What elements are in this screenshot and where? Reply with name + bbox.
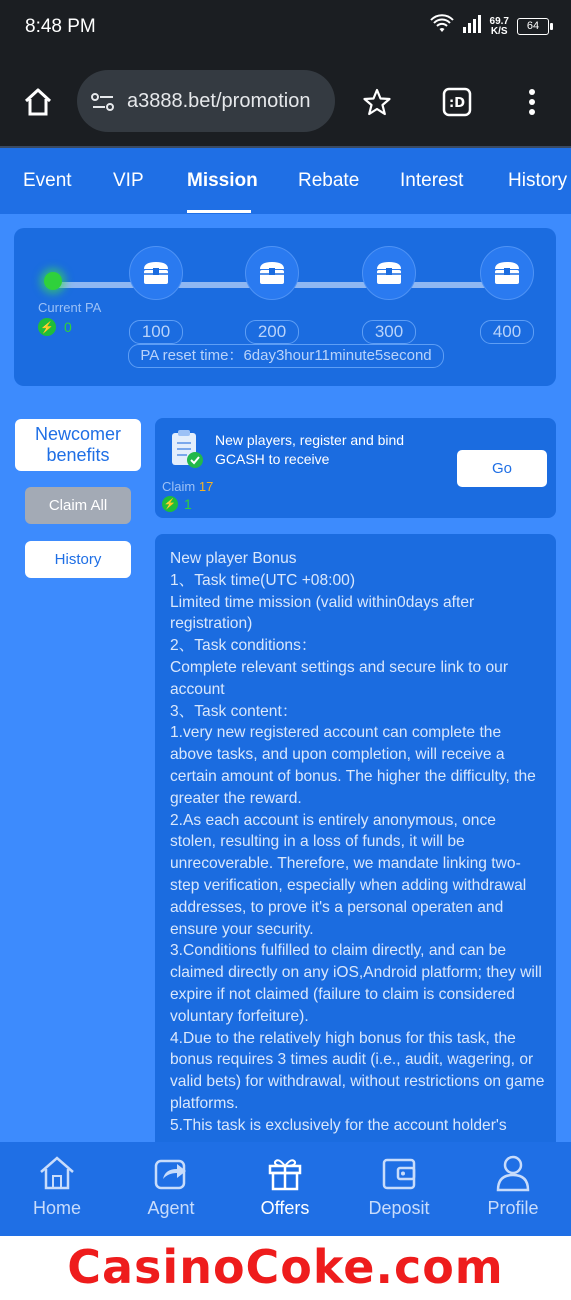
svg-text::D: :D — [449, 96, 465, 111]
description-line: 2.As each account is entirely anonymous, once stolen, resulting in a loss of funds, it will be unrecoverable. Therefore, we mandate linking two-step verification, especially when adding withdrawal addresses, to prove it's a personal operaten and ensure your security. — [170, 811, 527, 938]
claim-all-button[interactable]: Claim All — [25, 487, 131, 524]
battery-icon: 64 — [517, 18, 549, 35]
signal-icon — [462, 15, 482, 38]
site-settings-icon[interactable] — [91, 92, 115, 117]
nav-label: Agent — [147, 1198, 195, 1218]
nav-label: Offers — [260, 1198, 310, 1218]
mission-description[interactable] — [155, 534, 556, 1142]
tab-history[interactable]: History — [508, 170, 568, 191]
bottom-navigation — [0, 1142, 571, 1236]
tab-mission[interactable]: Mission — [187, 170, 258, 191]
clipboard-check-icon — [169, 429, 205, 474]
task-title: New players, register and bind GCASH to receive — [215, 432, 405, 467]
description-line: 5.This task is exclusively for the account holder's — [170, 1116, 507, 1134]
pa-reset-time — [128, 344, 444, 368]
pa-current-marker — [44, 272, 62, 290]
home-icon — [7, 1154, 107, 1192]
nav-agent[interactable] — [121, 1154, 221, 1219]
task-reward — [162, 496, 192, 512]
browser-toolbar — [0, 58, 571, 146]
promotion-tabs — [0, 146, 571, 216]
active-tab-indicator — [187, 210, 251, 213]
current-pa-number: 0 — [64, 319, 72, 335]
nav-label: Home — [32, 1198, 81, 1218]
share-icon — [121, 1154, 221, 1192]
milestone-value: 200 — [245, 320, 299, 344]
newcomer-line2: benefits — [46, 445, 110, 465]
gift-icon — [235, 1154, 335, 1192]
person-icon — [463, 1154, 563, 1192]
newcomer-benefits-tab[interactable] — [15, 419, 141, 471]
nav-deposit[interactable] — [349, 1154, 449, 1219]
description-line: 1.very new registered account can complete the above tasks, and upon completion, will receive a certain amount of bonus. The higher the difficulty, the greater the reward. — [170, 724, 536, 807]
casinocoke-watermark: CasinoCoke.com — [67, 1240, 504, 1294]
description-line: 3、Task content： — [170, 702, 298, 720]
wallet-icon — [349, 1154, 449, 1192]
more-menu-icon[interactable] — [528, 88, 536, 121]
status-bar — [0, 0, 571, 58]
tab-rebate[interactable]: Rebate — [298, 170, 360, 191]
go-button[interactable]: Go — [457, 450, 547, 487]
nav-profile[interactable] — [463, 1154, 563, 1219]
chest-icon[interactable] — [245, 246, 299, 300]
nav-label: Profile — [487, 1198, 539, 1218]
description-line: 4.Due to the relatively high bonus for this task, the bonus requires 3 times audit (i.e., audit, wagering, or valid bets) for withdrawal, without restrictions on game platforms. — [170, 1029, 545, 1112]
description-line: Limited time mission (valid within0days after registration) — [170, 593, 475, 633]
main-content[interactable] — [0, 214, 571, 1142]
net-speed — [490, 17, 509, 37]
task-card — [155, 418, 556, 518]
claim-number: 17 — [198, 479, 214, 494]
current-pa-value — [38, 318, 72, 336]
address-bar[interactable] — [77, 70, 335, 132]
bookmark-star-icon[interactable] — [363, 88, 391, 121]
chest-icon[interactable] — [480, 246, 534, 300]
nav-home[interactable] — [7, 1154, 107, 1219]
current-pa-label: Current PA — [38, 300, 102, 315]
history-button[interactable]: History — [25, 541, 131, 578]
milestone-value: 300 — [362, 320, 416, 344]
chest-icon[interactable] — [362, 246, 416, 300]
milestone-value: 400 — [480, 320, 534, 344]
claim-count — [162, 479, 213, 494]
tab-interest[interactable]: Interest — [400, 170, 464, 191]
pa-progress-panel — [14, 228, 556, 386]
net-speed-value: 69.7 — [489, 15, 509, 27]
status-icons — [430, 14, 549, 39]
description-line: 1、Task time(UTC +08:00) — [170, 571, 356, 589]
description-line: Complete relevant settings and secure link to our account — [170, 658, 509, 698]
reset-label: PA reset time： — [140, 347, 244, 364]
newcomer-line1: Newcomer — [34, 424, 122, 444]
nav-offers[interactable] — [235, 1154, 335, 1219]
status-time: 8:48 PM — [25, 16, 96, 37]
tab-switcher-icon[interactable] — [442, 87, 472, 122]
chest-icon[interactable] — [129, 246, 183, 300]
url-text[interactable]: a3888.bet/promotion — [127, 90, 311, 112]
net-speed-unit: K/S — [490, 25, 508, 37]
reward-amount: 1 — [184, 496, 192, 512]
tab-event[interactable]: Event — [23, 170, 72, 191]
nav-label: Deposit — [368, 1198, 430, 1218]
description-line: 3.Conditions fulfilled to claim directly, and can be claimed directly on any iOS,Android platform; they will expire if not claimed (failure to claim is considered voluntary forfeiture). — [170, 942, 542, 1025]
description-line: New player Bonus — [170, 550, 297, 567]
reward-coin-icon: ⚡ — [162, 496, 178, 512]
description-line: 2、Task conditions： — [170, 637, 317, 655]
watermark-area — [0, 1236, 571, 1300]
description-text — [170, 548, 545, 1137]
claim-label: Claim — [162, 479, 196, 494]
tab-vip[interactable]: VIP — [113, 170, 144, 191]
pa-coin-icon: ⚡ — [38, 318, 56, 336]
reset-countdown: 6day3hour11minute5second — [243, 347, 432, 364]
wifi-icon — [430, 14, 454, 39]
home-icon[interactable] — [22, 86, 54, 123]
milestone-value: 100 — [129, 320, 183, 344]
